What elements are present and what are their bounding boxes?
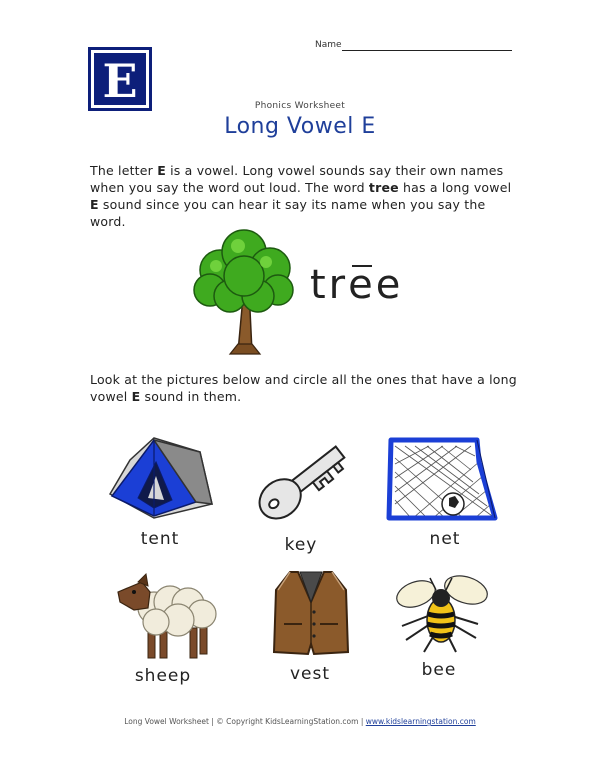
footer: Long Vowel Worksheet | © Copyright KidsLearningStation.com | www.kidslearningstation.com (124, 717, 476, 726)
name-label: Name (315, 40, 342, 50)
sheep-icon[interactable] (108, 568, 218, 662)
worksheet-title: Long Vowel E (224, 114, 376, 139)
tent-icon[interactable] (104, 432, 216, 524)
bee-icon[interactable] (392, 566, 490, 658)
picture-label-vest: vest (289, 664, 331, 684)
long-vowel-e: e (348, 262, 376, 308)
picture-label-net: net (429, 529, 461, 549)
tree-icon (190, 228, 298, 356)
vest-icon[interactable] (270, 568, 352, 656)
net-icon[interactable] (383, 432, 499, 524)
picture-label-sheep: sheep (134, 666, 192, 686)
picture-label-tent: tent (140, 529, 180, 549)
key-icon[interactable] (250, 432, 356, 530)
picture-label-key: key (284, 535, 318, 555)
logo-letter: E (102, 54, 138, 108)
worksheet-subtitle: Phonics Worksheet (254, 101, 346, 111)
picture-label-bee: bee (421, 660, 457, 680)
intro-paragraph: The letter E is a vowel. Long vowel sounds say their own names when you say the word out loud. The word tree has a long vowel E sound since you can hear it say its name when you say the word. (90, 163, 512, 229)
example-word: tree (310, 262, 404, 308)
instruction-paragraph: Look at the pictures below and circle all the ones that have a long vowel E sound in them. (90, 372, 517, 404)
footer-link[interactable]: www.kidslearningstation.com (365, 717, 476, 726)
name-line[interactable] (342, 50, 512, 51)
